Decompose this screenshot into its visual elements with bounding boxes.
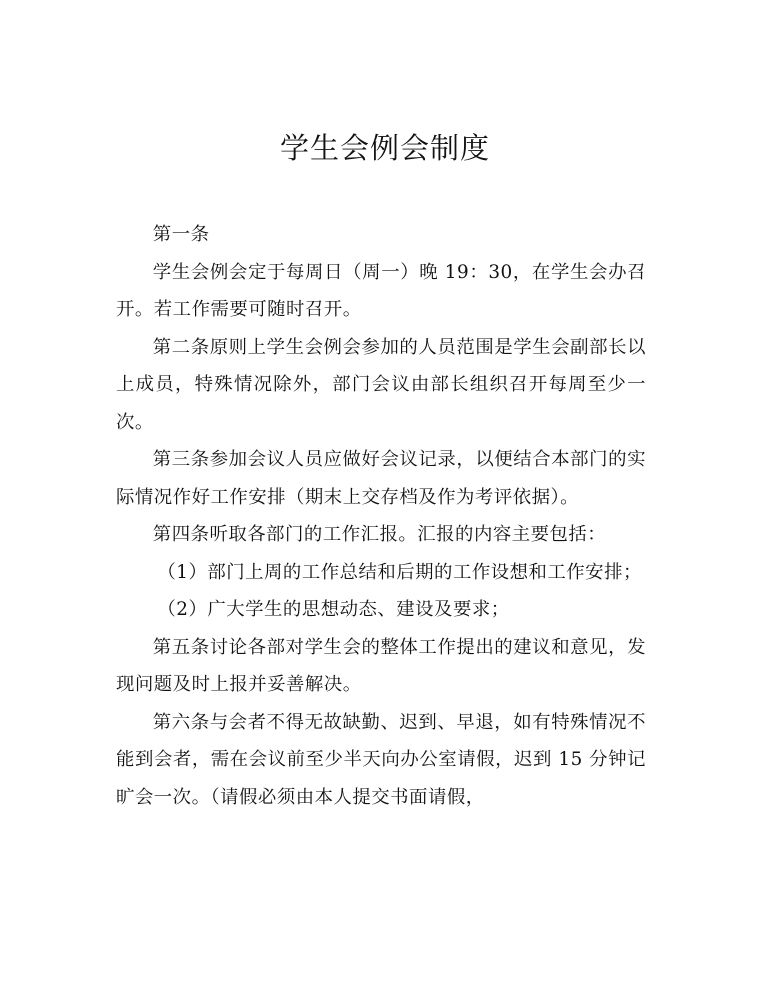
article-3-text: 第三条参加会议人员应做好会议记录，以便结合本部门的实际情况作好工作安排（期末上交存档及作为考评依据）。	[116, 449, 646, 508]
document-body	[116, 216, 646, 816]
article-4-item-1: （1）部门上周的工作总结和后期的工作设想和工作安排；	[157, 561, 642, 583]
article-6-text: 第六条与会者不得无故缺勤、迟到、早退，如有特殊情况不能到会者，需在会议前至少半天向办公室请假，迟到 15 分钟记旷会一次。（请假必须由本人提交书面请假，	[116, 711, 646, 808]
article-2-text: 第二条原则上学生会例会参加的人员范围是学生会副部长以上成员，特殊情况除外，部门会议由部长组织召开每周至少一次。	[116, 336, 646, 433]
article-4-text: 第四条听取各部门的工作汇报。汇报的内容主要包括：	[152, 524, 607, 545]
article-1-text: 学生会例会定于每周日（周一）晚 19：30，在学生会办召开。若工作需要可随时召开。	[116, 261, 646, 320]
document-title: 学生会例会制度	[279, 131, 490, 165]
article-4-item-2: （2）广大学生的思想动态、建设及要求；	[157, 599, 510, 620]
article-1-heading: 第一条	[152, 224, 210, 245]
article-5-text: 第五条讨论各部对学生会的整体工作提出的建议和意见，发现问题及时上报并妥善解决。	[116, 636, 646, 695]
